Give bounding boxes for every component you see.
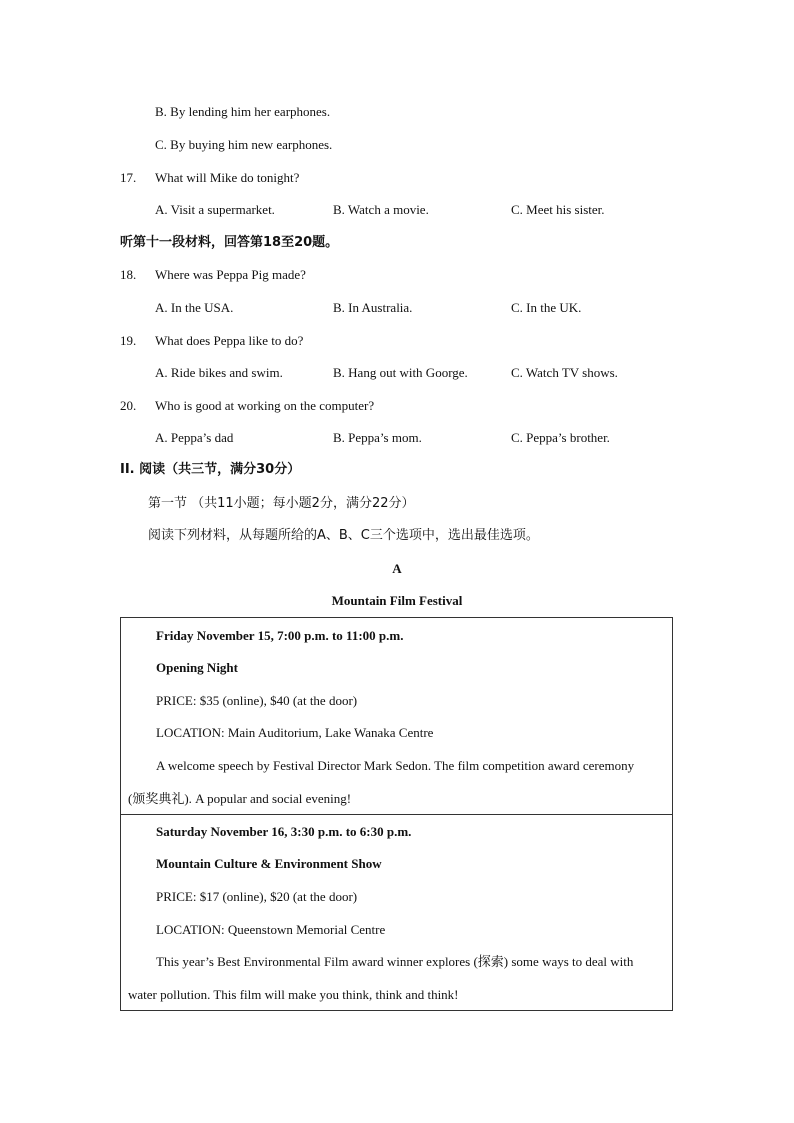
q20-number: 20. (120, 398, 137, 413)
section-1-heading: 第一节 （共11小题；每小题2分，满分22分） (148, 496, 415, 511)
event-location: LOCATION: Main Auditorium, Lake Wanaka Centre (156, 725, 434, 740)
event-location: LOCATION: Queenstown Memorial Centre (156, 922, 386, 937)
q17-text: What will Mike do tonight? (155, 170, 300, 185)
reading-instruction: 阅读下列材料，从每题所给的A、B、C三个选项中，选出最佳选项。 (148, 528, 539, 543)
part-2-heading: II. 阅读（共三节，满分30分） (120, 462, 301, 477)
q16-option-c: C. By buying him new earphones. (155, 137, 333, 152)
q18-option-a: A. In the USA. (155, 300, 234, 315)
q20-option-a: A. Peppa’s dad (155, 430, 234, 445)
q20-option-b: B. Peppa’s mom. (333, 430, 422, 445)
q16-option-b: B. By lending him her earphones. (155, 104, 331, 119)
event-date: Saturday November 16, 3:30 p.m. to 6:30 p.m. (156, 824, 412, 839)
q19-option-b: B. Hang out with Goorge. (333, 365, 468, 380)
event-description-line-2: water pollution. This film will make you think, think and think! (128, 987, 459, 1002)
q17-number: 17. (120, 170, 137, 185)
q18-option-b: B. In Australia. (333, 300, 413, 315)
q18-text: Where was Peppa Pig made? (155, 267, 306, 282)
event-price: PRICE: $17 (online), $20 (at the door) (156, 889, 358, 904)
event-box-opening-night (120, 617, 673, 815)
q17-option-c: C. Meet his sister. (511, 202, 605, 217)
q17-option-b: B. Watch a movie. (333, 202, 429, 217)
event-description-line-1: This year’s Best Environmental Film award winner explores (探索) some ways to deal with (156, 954, 634, 969)
q20-option-c: C. Peppa’s brother. (511, 430, 610, 445)
event-date: Friday November 15, 7:00 p.m. to 11:00 p.m. (156, 628, 404, 643)
q19-text: What does Peppa like to do? (155, 333, 304, 348)
event-box-culture-show (120, 814, 673, 1011)
q19-option-c: C. Watch TV shows. (511, 365, 618, 380)
event-description-line-2: (颁奖典礼). A popular and social evening! (128, 791, 352, 806)
passage-label: A (392, 561, 402, 576)
passage-title: Mountain Film Festival (331, 593, 463, 608)
q18-option-c: C. In the UK. (511, 300, 582, 315)
q19-number: 19. (120, 333, 137, 348)
q17-option-a: A. Visit a supermarket. (155, 202, 275, 217)
q18-number: 18. (120, 267, 137, 282)
event-name: Mountain Culture & Environment Show (156, 856, 382, 871)
q19-option-a: A. Ride bikes and swim. (155, 365, 283, 380)
event-price: PRICE: $35 (online), $40 (at the door) (156, 693, 358, 708)
event-description-line-1: A welcome speech by Festival Director Mark Sedon. The film competition award ceremony (156, 758, 635, 773)
section-11-heading: 听第十一段材料，回答第18至20题。 (120, 235, 339, 250)
q20-text: Who is good at working on the computer? (155, 398, 375, 413)
event-name: Opening Night (156, 660, 238, 675)
